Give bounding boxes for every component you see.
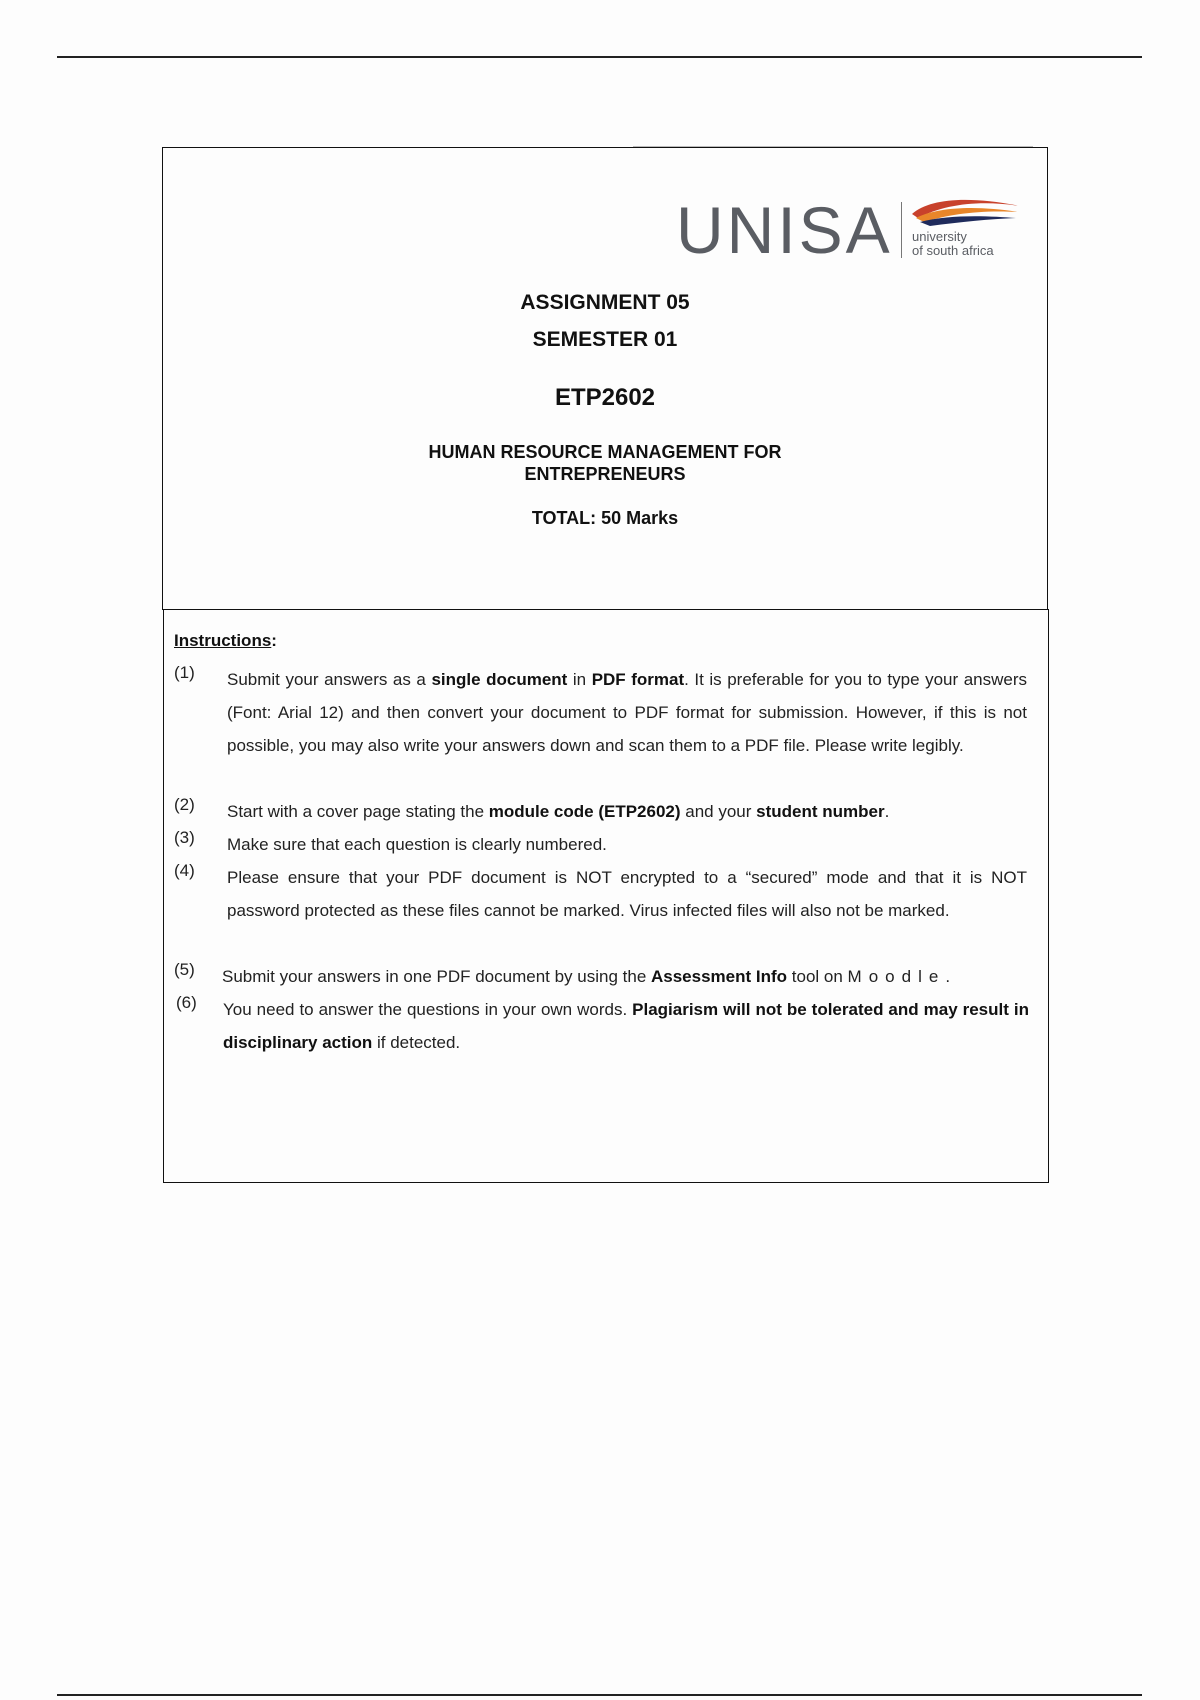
cover-header-box bbox=[162, 147, 1048, 610]
assignment-label: ASSIGNMENT 05 bbox=[520, 291, 690, 314]
header-top-line bbox=[633, 146, 1033, 147]
instruction-number: (3) bbox=[174, 828, 195, 847]
module-name-line2: ENTREPRENEURS bbox=[524, 464, 686, 484]
instruction-number: (2) bbox=[174, 795, 195, 814]
page-top-rule bbox=[57, 56, 1142, 58]
module-name-line1: HUMAN RESOURCE MANAGEMENT FOR bbox=[428, 442, 782, 462]
instruction-text: Submit your answers in one PDF document by using the Assessment Info tool on Moodle. bbox=[222, 967, 951, 986]
instruction-text: Submit your answers as a single document in PDF format. It is preferable for you to type your answers (Font: Arial 12) and then convert your document to PDF format for submission. However, if this is not possible, you may also write your answers down and scan them to a PDF file. Please write legibly. bbox=[227, 670, 1028, 755]
instruction-number: (4) bbox=[174, 861, 195, 880]
semester-label: SEMESTER 01 bbox=[532, 328, 678, 351]
instructions-box bbox=[163, 609, 1049, 1183]
total-marks: TOTAL: 50 Marks bbox=[531, 508, 679, 528]
module-code: ETP2602 bbox=[554, 384, 656, 411]
instruction-text: Please ensure that your PDF document is NOT encrypted to a “secured” mode and that it is NOT password protected as these files cannot be marked. Virus infected files will also not be marked. bbox=[227, 868, 1027, 920]
instruction-number: (1) bbox=[174, 663, 195, 682]
instructions-heading: Instructions: bbox=[174, 631, 277, 650]
logo-wordmark: UNISA bbox=[676, 193, 893, 267]
logo-bird-icon bbox=[910, 194, 1022, 228]
logo-subtitle bbox=[912, 230, 994, 258]
page-bottom-rule bbox=[57, 1694, 1142, 1696]
instruction-number: (5) bbox=[174, 960, 195, 979]
instruction-number: (6) bbox=[176, 993, 197, 1012]
logo-subtitle-line2: of south africa bbox=[912, 243, 994, 258]
logo-separator bbox=[901, 202, 902, 258]
module-name bbox=[163, 441, 1047, 485]
instruction-text: Start with a cover page stating the module code (ETP2602) and your student number. bbox=[227, 802, 890, 821]
logo-subtitle-line1: university bbox=[912, 229, 967, 244]
instruction-text: You need to answer the questions in your own words. Plagiarism will not be tolerated and may result in disciplinary action if detected. bbox=[223, 1000, 1029, 1052]
unisa-logo bbox=[676, 190, 1016, 270]
instruction-text: Make sure that each question is clearly numbered. bbox=[227, 835, 607, 854]
